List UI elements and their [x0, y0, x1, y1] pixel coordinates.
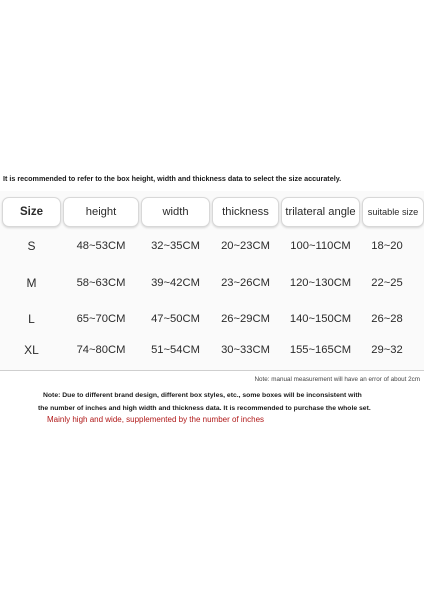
row-size-label: XL	[24, 343, 39, 357]
row-height: 58~63CM	[76, 277, 126, 289]
row-size-label: S	[27, 239, 36, 253]
row-height: 48~53CM	[76, 240, 126, 252]
row-thickness: 23~26CM	[221, 277, 270, 289]
size-table	[0, 191, 424, 371]
row-thickness: 26~29CM	[221, 313, 270, 325]
table-bottom-divider	[0, 370, 424, 371]
row-trilateral-angle: 100~110CM	[290, 240, 351, 252]
row-trilateral-angle: 140~150CM	[289, 313, 352, 325]
header-size: Size	[2, 197, 61, 227]
row-height: 74~80CM	[76, 344, 126, 356]
row-size-label: L	[28, 312, 35, 326]
row-suitable-size: 22~25	[371, 277, 403, 289]
header-height: height	[63, 197, 139, 227]
row-width: 32~35CM	[151, 240, 200, 252]
row-width: 47~50CM	[151, 313, 200, 325]
row-suitable-size: 29~32	[371, 344, 403, 356]
header-suitable-size: suitable size	[362, 197, 424, 227]
row-width: 39~42CM	[151, 277, 200, 289]
note-line-1: Note: Due to different brand design, different box styles, etc., some boxes will be inconsistent with	[43, 392, 362, 399]
row-size-label: M	[26, 276, 37, 290]
row-trilateral-angle: 120~130CM	[289, 277, 352, 289]
table-row	[0, 332, 424, 368]
intro-text: It is recommended to refer to the box height, width and thickness data to select the size accurately.	[3, 174, 342, 183]
row-suitable-size: 26~28	[371, 313, 403, 325]
header-thickness: thickness	[212, 197, 279, 227]
note-line-2: the number of inches and high width and thickness data. It is recommended to purchase the whole set.	[38, 404, 371, 412]
table-row	[0, 265, 424, 301]
row-width: 51~54CM	[151, 344, 200, 356]
table-row	[0, 228, 424, 264]
row-suitable-size: 18~20	[371, 240, 403, 252]
inconsistency-note	[38, 390, 408, 415]
measurement-note: Note: manual measurement will have an error of about 2cm	[254, 376, 420, 383]
row-trilateral-angle: 155~165CM	[289, 344, 352, 356]
red-highlight-note: Mainly high and wide, supplemented by the number of inches	[47, 415, 265, 424]
row-thickness: 30~33CM	[221, 344, 270, 356]
table-header-row	[0, 195, 424, 225]
header-width: width	[141, 197, 210, 227]
row-height: 65~70CM	[76, 313, 126, 325]
row-thickness: 20~23CM	[221, 240, 270, 252]
header-trilateral-angle: trilateral angle	[281, 197, 360, 227]
